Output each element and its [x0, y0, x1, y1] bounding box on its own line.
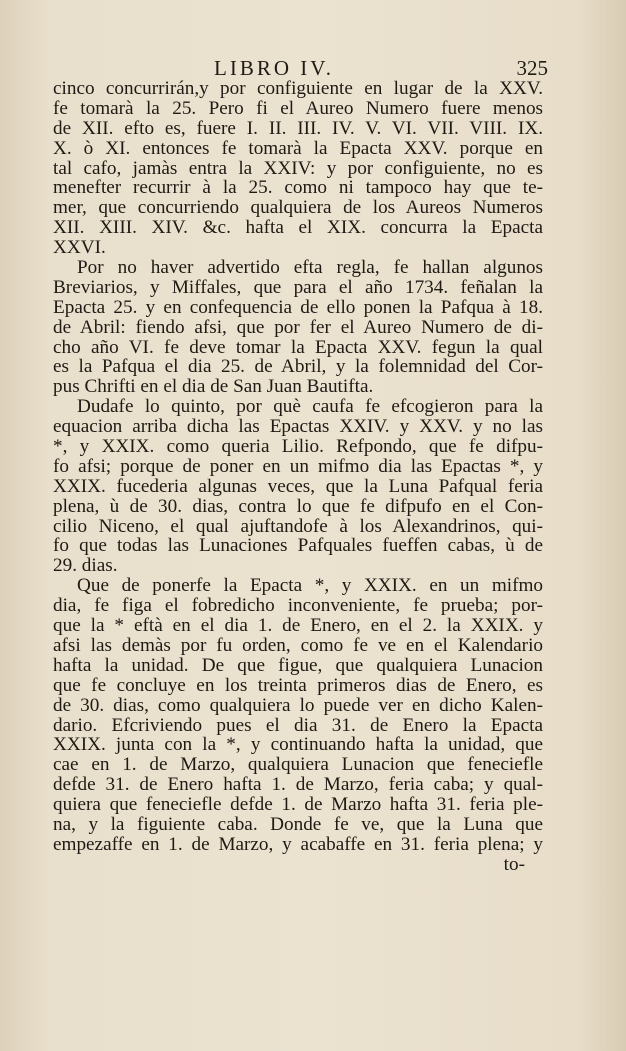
text-line: que la * eftà en el dia 1. de Enero, en el 2. la XXIX. y — [53, 615, 543, 637]
catchword: to- — [503, 853, 525, 875]
text-line: dario. Efcriviendo pues el dia 31. de Enero la Epacta — [53, 714, 543, 736]
text-line: *, y XXIX. como queria Lilio. Refpondo, que fe difpu- — [53, 436, 543, 458]
text-line: es la Pafqua el dia 25. de Abril, y la folemnidad del Cor- — [53, 356, 543, 378]
body-text — [53, 79, 543, 875]
text-line: 29. dias. — [53, 555, 118, 577]
text-line: Que de ponerfe la Epacta *, y XXIX. en un mifmo — [77, 575, 543, 597]
text-line: na, y la figuiente caba. Donde fe ve, que la Luna que — [53, 813, 543, 835]
text-line: Por no haver advertido efta regla, fe hallan algunos — [77, 257, 543, 279]
text-line: quiera que feneciefle defde 1. de Marzo hafta 31. feria ple- — [53, 794, 543, 816]
text-line: plena, ù de 30. dias, contra lo que fe difpufo en el Con- — [53, 495, 543, 517]
text-line: de 30. dias, como qualquiera lo puede ver en dicho Kalen- — [53, 694, 543, 716]
text-line: fe tomarà la 25. Pero fi el Aureo Numero fuere menos — [53, 97, 543, 119]
text-line: defde 31. de Enero hafta 1. de Marzo, feria caba; y qual- — [53, 774, 543, 796]
text-line: equacion arriba dicha las Epactas XXIV. y XXV. y no las — [53, 416, 543, 438]
text-line: X. ò XI. entonces fe tomarà la Epacta XXV. porque en — [53, 137, 543, 159]
text-line: Epacta 25. y en confequencia de ello ponen la Pafqua à 18. — [53, 296, 543, 318]
text-line: hafta la unidad. De que figue, que qualquiera Lunacion — [53, 654, 543, 676]
page-number: 325 — [516, 56, 548, 80]
text-line: menefter recurrir à la 25. como ni tampoco hay que te- — [53, 177, 543, 199]
text-line: Dudafe lo quinto, por què caufa fe efcogieron para la — [77, 396, 543, 418]
running-title: LIBRO IV. — [214, 56, 334, 80]
text-line: que fe concluye en los treinta primeros dias de Enero, es — [53, 674, 543, 696]
text-line: cilio Niceno, el qual ajuftandofe à los Alexandrinos, qui- — [53, 515, 543, 537]
text-line: fo que todas las Lunaciones Pafquales fueffen cabas, ù de — [53, 535, 543, 557]
text-line: tal cafo, jamàs entra la XXIV: y por configuiente, no es — [53, 157, 543, 179]
text-line: XXIX. fucederia algunas veces, que la Luna Pafqual feria — [53, 475, 543, 497]
text-line: fo afsi; porque de poner en un mifmo dia las Epactas *, y — [53, 455, 543, 477]
text-line: cho año VI. fe deve tomar la Epacta XXV. fegun la qual — [53, 336, 543, 358]
text-line: de Abril: fiendo afsi, que por fer el Aureo Numero de di- — [53, 316, 543, 338]
text-line: Breviarios, y Miffales, que para el año 1734. feñalan la — [53, 276, 543, 298]
text-line: de XII. efto es, fuere I. II. III. IV. V. VI. VII. VIII. IX. — [53, 117, 543, 139]
text-line: mer, que concurriendo qualquiera de los Aureos Numeros — [53, 197, 543, 219]
text-line: XII. XIII. XIV. &c. hafta el XIX. concurra la Epacta — [53, 217, 543, 239]
text-line: empezaffe en 1. de Marzo, y acabaffe en 31. feria plena; y — [53, 833, 543, 855]
text-line: XXVI. — [53, 237, 106, 259]
text-line: pus Chrifti en el dia de San Juan Bautifta. — [53, 376, 374, 398]
text-line: cae en 1. de Marzo, qualquiera Lunacion que feneciefle — [53, 754, 543, 776]
text-line: afsi las demàs por fu orden, como fe ve en el Kalendario — [53, 634, 543, 656]
text-line: dia, fe figa el fobredicho inconveniente, fe prueba; por- — [53, 595, 543, 617]
text-line: cinco concurrirán,y por configuiente en lugar de la XXV. — [53, 78, 543, 99]
text-line: XXIX. junta con la *, y continuando hafta la unidad, que — [53, 734, 543, 756]
